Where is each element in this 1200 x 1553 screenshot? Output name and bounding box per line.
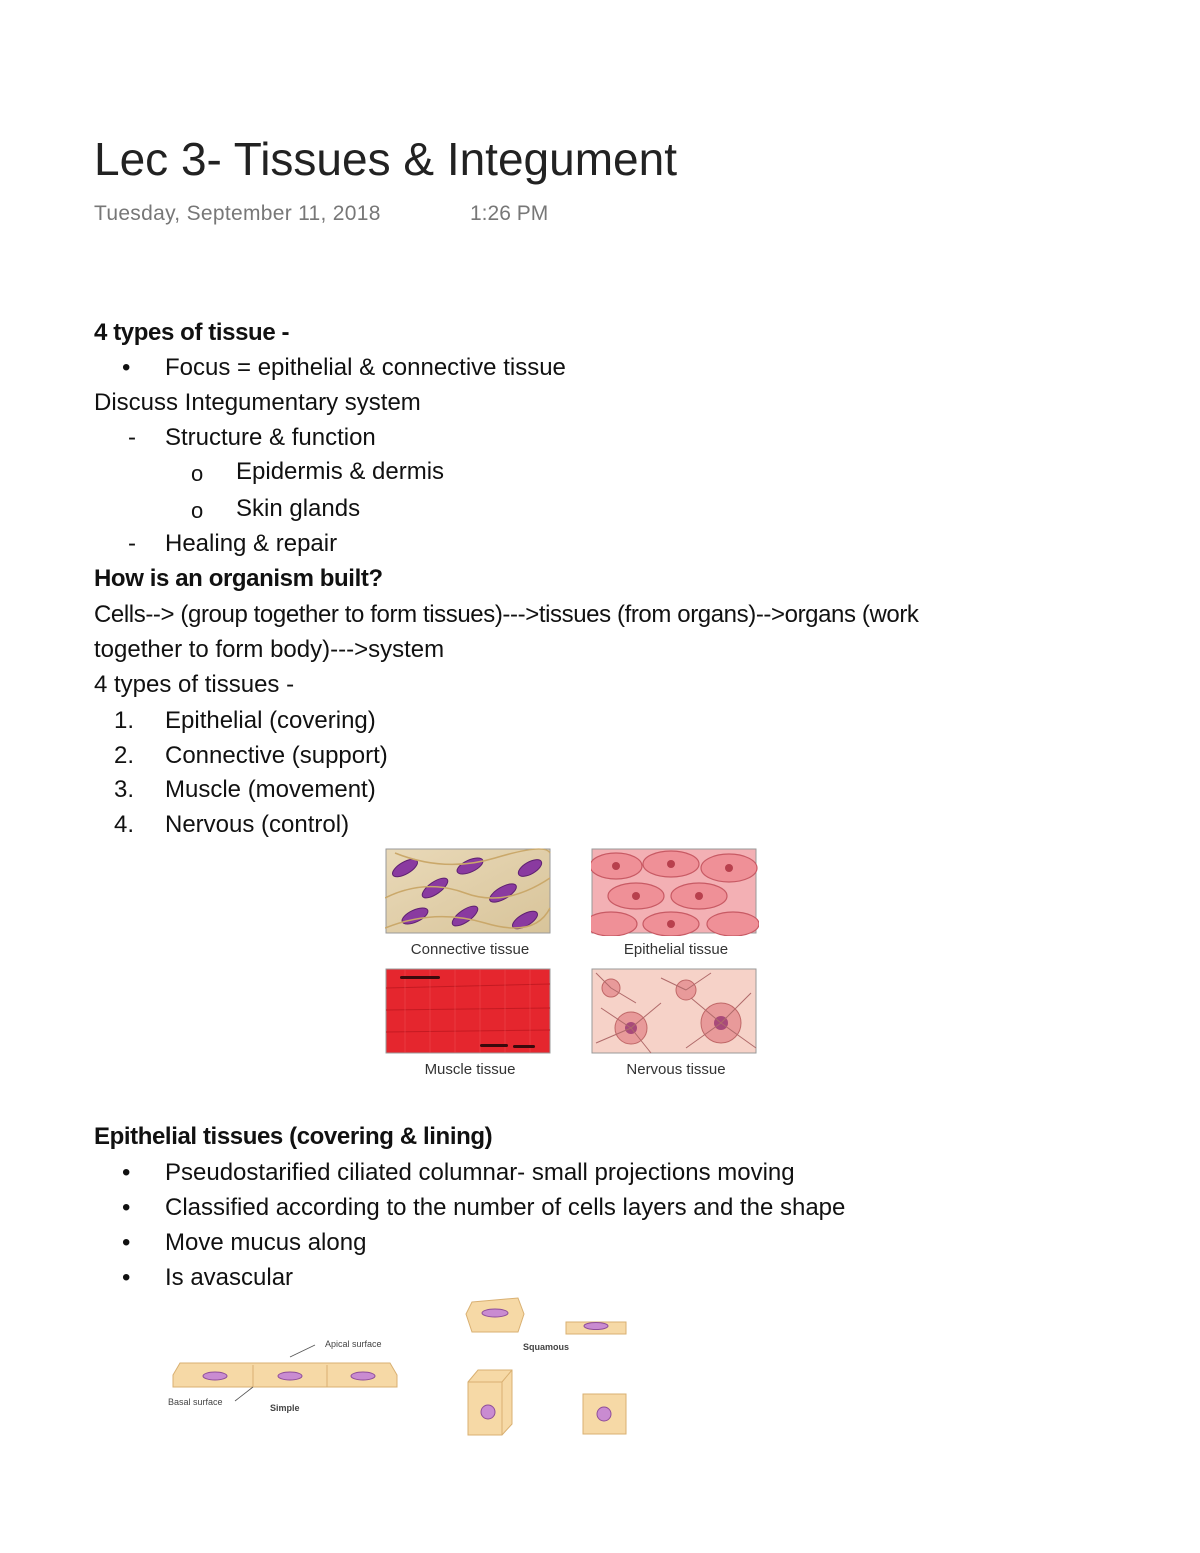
list-item: Classified according to the number of cells layers and the shape — [165, 1194, 846, 1221]
figure-label: Epithelial tissue — [623, 941, 729, 958]
figure-label: Nervous tissue — [626, 1061, 726, 1078]
circle-marker: o — [191, 461, 204, 486]
tissue-figure — [385, 848, 765, 1088]
bullet-marker: • — [122, 1159, 131, 1186]
list-item: Epidermis & dermis — [236, 458, 445, 485]
page-date: Tuesday, September 11, 2018 — [94, 202, 381, 225]
flow-line: together to form body)--->system — [94, 636, 445, 663]
list-item: Muscle (movement) — [165, 776, 376, 803]
bullet-marker: • — [122, 354, 131, 381]
bullet-marker: • — [122, 1229, 131, 1256]
list-item: Healing & repair — [165, 530, 338, 557]
discuss-line: Discuss Integumentary system — [94, 389, 421, 416]
section-heading-types: 4 types of tissue - — [94, 319, 290, 346]
connective-tissue-image — [385, 848, 553, 936]
section-heading-epithelial: Epithelial tissues (covering & lining) — [94, 1123, 493, 1150]
section-heading-organism: How is an organism built? — [94, 565, 383, 592]
list-item: Epithelial (covering) — [165, 707, 376, 734]
list-item: Is avascular — [165, 1264, 294, 1291]
page-time: 1:26 PM — [470, 202, 549, 225]
types-heading: 4 types of tissues - — [94, 671, 295, 698]
list-item: Connective (support) — [165, 742, 388, 769]
dash-marker: - — [128, 530, 136, 557]
cell-shapes-diagram — [460, 1292, 635, 1442]
flow-line: Cells--> (group together to form tissues)--->tissues (from organs)-->organs (work — [94, 601, 919, 628]
bullet-marker: • — [122, 1264, 131, 1291]
dash-marker: - — [128, 424, 136, 451]
muscle-tissue-image — [385, 968, 553, 1056]
circle-marker: o — [191, 498, 204, 523]
list-item: Nervous (control) — [165, 811, 350, 838]
list-item: Structure & function — [165, 424, 376, 451]
number-marker: 1. — [114, 707, 135, 734]
basal-surface-label: Basal surface — [168, 1397, 223, 1407]
squamous-label: Squamous — [523, 1342, 570, 1352]
number-marker: 2. — [114, 742, 135, 769]
figure-label: Connective tissue — [410, 941, 530, 958]
list-item: Skin glands — [236, 495, 361, 522]
figure-label: Muscle tissue — [424, 1061, 516, 1078]
simple-label: Simple — [270, 1403, 300, 1413]
nervous-tissue-image — [591, 968, 759, 1056]
list-item: Pseudostarified ciliated columnar- small projections moving — [165, 1159, 795, 1186]
apical-surface-label: Apical surface — [325, 1339, 382, 1349]
page-title: Lec 3- Tissues & Integument — [94, 133, 677, 185]
list-item: Move mucus along — [165, 1229, 367, 1256]
number-marker: 3. — [114, 776, 135, 803]
bullet-marker: • — [122, 1194, 131, 1221]
epithelial-tissue-image — [591, 848, 759, 936]
list-item: Focus = epithelial & connective tissue — [165, 354, 566, 381]
number-marker: 4. — [114, 811, 135, 838]
